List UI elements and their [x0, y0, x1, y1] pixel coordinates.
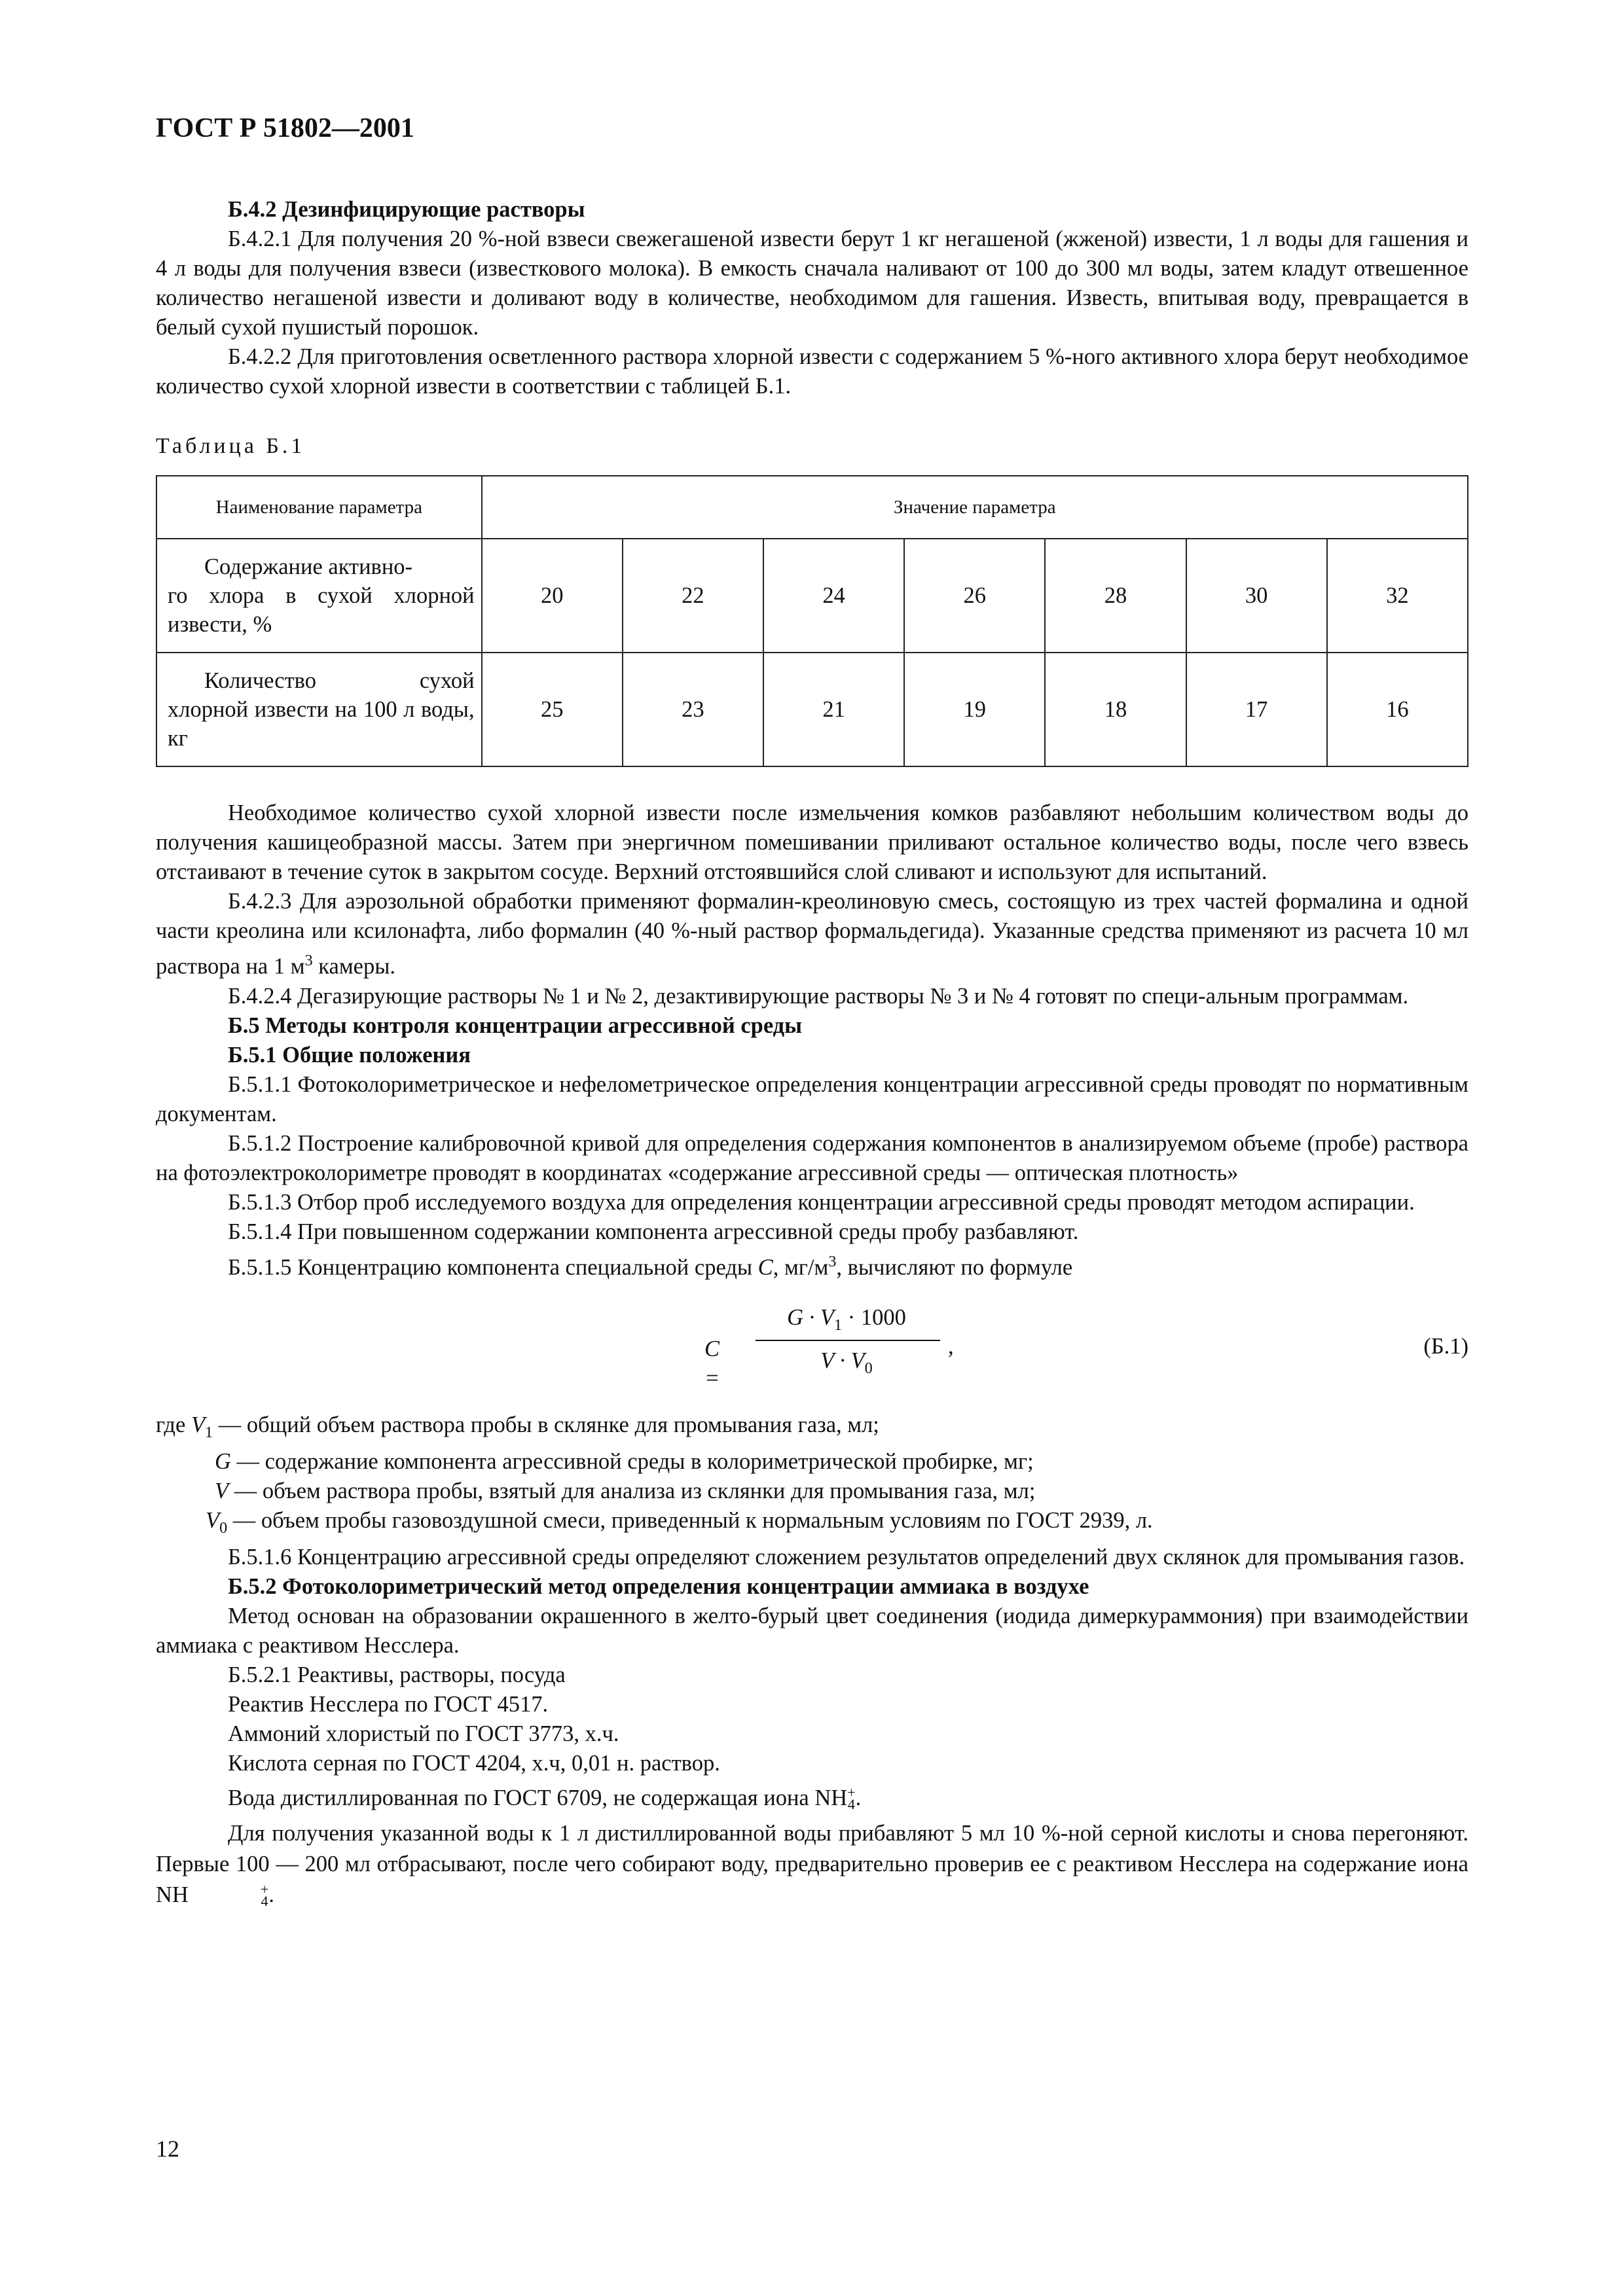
paragraph	[156, 1818, 1468, 1910]
table-cell: 18	[1045, 653, 1186, 766]
row-label	[156, 539, 482, 653]
header-cell-param: Наименование параметра	[156, 476, 482, 539]
paragraph: Б.4.2.4 Дегазирующие растворы № 1 и № 2, дезактивирующие растворы № 3 и № 4 готовят по специ-альным программам.	[228, 983, 1409, 1009]
text-run: .	[855, 1785, 862, 1810]
text-run: — содержание компонента агрессивной среды в колориметрической пробирке, мг;	[230, 1448, 1034, 1474]
paragraph: Метод основан на образовании окрашенного в желто-бурый цвет соединения (иодида димеркураммония) при взаимодействии аммиака с реактивом Несслера.	[156, 1603, 1468, 1658]
text-run: — объем пробы газовоздушной смеси, приведенный к нормальным условиям по ГОСТ 2939, л.	[227, 1507, 1153, 1533]
table-row	[156, 539, 1468, 653]
paragraph: Б.4.2.1 Для получения 20 %-ной взвеси свежегашеной извести берут 1 кг негашеной (жженой) извести, 1 л воды для гашения и 4 л воды для получения взвеси (известкового молока). В емкость сначала наливают от 100 до 300 мл воды, затем кладут отвешенное количество негашеной извести и доливают воду в количестве, необходимом для гашения. Известь, впитывая воду, превращается в белый сухой пушистый порошок.	[156, 226, 1468, 340]
reagent-item: Аммоний хлористый по ГОСТ 3773, х.ч.	[228, 1721, 619, 1746]
equation-number: (Б.1)	[1423, 1334, 1468, 1359]
document-header: ГОСТ Р 51802—2001	[156, 113, 414, 143]
paragraph: Б.5.1.3 Отбор проб исследуемого воздуха для определения концентрации агрессивной среды проводят методом аспирации.	[228, 1189, 1415, 1215]
text-run: Б.4.2.3 Для аэрозольной обработки применяют формалин-креолиновую смесь, состоящую из трех частей формалина и одной части креолина или ксилонафта, либо формалин (40 %-ный раствор формальдегида). Указанные средства применяют из расчета 10 мл раствора на 1 м	[156, 889, 1468, 979]
table-cell: 19	[904, 653, 1045, 766]
subscript: 4	[847, 1795, 855, 1812]
document-body	[156, 195, 1468, 1910]
row-label-line: Содержание активно-	[204, 554, 413, 579]
section-heading: Б.5 Методы контроля концентрации агрессивной среды	[228, 1013, 803, 1038]
paragraph: Необходимое количество сухой хлорной извести после измельчения комков разбавляют небольшим количеством воды до получения кашицеобразной массы. Затем при энергичном помешивании приливают остальное количество воды, после чего взвесь отстаивают в течение суток в закрытом сосуде. Верхний отстоявшийся слой сливают и используют для испытаний.	[156, 800, 1468, 884]
section-heading: Б.5.2 Фотоколориметрический метод определения концентрации аммиака в воздухе	[228, 1573, 1089, 1599]
paragraph: Б.5.1.1 Фотоколориметрическое и нефелометрическое определения концентрации агрессивной среды проводят по нормативным документам.	[156, 1071, 1468, 1126]
row-label-line: Количество сухой	[204, 668, 475, 693]
row-label-line: го хлора в сухой хлорной извести, %	[168, 583, 475, 637]
text-run: .	[268, 1882, 274, 1907]
section-heading: Б.4.2 Дезинфицирующие растворы	[228, 197, 585, 222]
superscript: 3	[828, 1252, 837, 1270]
text-run: Для получения указанной воды к 1 л дистиллированной воды прибавляют 5 мл 10 %-ной серной кислоты и снова перегоняют. Первые 100 — 200 мл отбрасывают, после чего собирают воду, предварительно проверив ее с реактивом Несслера на содержание иона NH	[156, 1820, 1468, 1907]
text-run: , мг/м	[773, 1255, 829, 1280]
formula-comma: ,	[948, 1334, 954, 1359]
symbol: G	[215, 1448, 231, 1474]
symbol: V	[191, 1412, 206, 1437]
table-cell: 28	[1045, 539, 1186, 653]
symbol: V	[215, 1478, 229, 1503]
symbol: V	[206, 1507, 220, 1533]
table-cell: 24	[763, 539, 904, 653]
paragraph: Б.5.2.1 Реактивы, растворы, посуда	[228, 1662, 566, 1687]
text-run: камеры.	[312, 954, 396, 979]
paragraph	[156, 1247, 1468, 1283]
text-run: G · V	[787, 1305, 835, 1330]
table-cell: 32	[1327, 539, 1468, 653]
subscript: 0	[219, 1518, 228, 1537]
data-table	[156, 475, 1468, 767]
page-number: 12	[156, 2136, 179, 2162]
row-label	[156, 653, 482, 766]
table-cell: 30	[1186, 539, 1327, 653]
reagent-item	[228, 1784, 1468, 1813]
variable-definition	[156, 1447, 1468, 1477]
text-run: Вода дистиллированная по ГОСТ 6709, не содержащая иона NH	[228, 1785, 848, 1810]
subscript: 1	[205, 1423, 213, 1441]
table-cell: 16	[1327, 653, 1468, 766]
header-cell-value: Значение параметра	[482, 476, 1468, 539]
subscript: 1	[834, 1316, 843, 1334]
variable-definition	[156, 1410, 1468, 1447]
text-run: Б.5.1.5 Концентрацию компонента специальной среды	[228, 1255, 758, 1280]
table-cell: 20	[482, 539, 623, 653]
variable-definitions	[156, 1410, 1468, 1543]
text-run: V · V	[820, 1348, 865, 1373]
table-cell: 21	[763, 653, 904, 766]
table-cell: 22	[623, 539, 763, 653]
subscript: 0	[864, 1359, 873, 1377]
formula-block	[156, 1299, 1468, 1397]
reagent-item: Кислота серная по ГОСТ 4204, х.ч, 0,01 н. раствор.	[228, 1750, 720, 1776]
paragraph: Б.5.1.6 Концентрацию агрессивной среды определяют сложением результатов определений двух склянок для промывания газов.	[228, 1544, 1465, 1570]
text-run: — объем раствора пробы, взятый для анализа из склянки для промывания газа, мл;	[228, 1478, 1036, 1503]
text-run: где	[156, 1412, 191, 1437]
table-cell: 17	[1186, 653, 1327, 766]
paragraph: Б.5.1.4 При повышенном содержании компонента агрессивной среды пробу разбавляют.	[228, 1219, 1079, 1244]
table-caption: Таблица Б.1	[156, 434, 306, 458]
superscript: +	[260, 1880, 269, 1897]
formula-lhs: C =	[704, 1336, 720, 1391]
text-run: — общий объем раствора пробы в склянке для промывания газа, мл;	[213, 1412, 879, 1437]
fraction-bar	[756, 1340, 940, 1341]
variable: C	[757, 1255, 773, 1280]
table-cell: 26	[904, 539, 1045, 653]
subscript: 4	[261, 1892, 268, 1909]
section-heading: Б.5.1 Общие положения	[228, 1042, 471, 1067]
variable-definition	[156, 1477, 1468, 1506]
formula-numerator	[758, 1303, 935, 1340]
paragraph	[156, 887, 1468, 982]
text-run: · 1000	[842, 1305, 906, 1330]
row-label-line: хлорной извести на 100 л воды, кг	[168, 697, 475, 751]
reagent-item: Реактив Несслера по ГОСТ 4517.	[228, 1691, 549, 1717]
superscript: 3	[304, 952, 313, 969]
paragraph: Б.4.2.2 Для приготовления осветленного раствора хлорной извести с содержанием 5 %-ного активного хлора берут необходимое количество сухой хлорной извести в соответствии с таблицей Б.1.	[156, 344, 1468, 399]
formula-denominator	[758, 1346, 935, 1383]
table-cell: 23	[623, 653, 763, 766]
table-header-row	[156, 476, 1468, 539]
table-cell: 25	[482, 653, 623, 766]
text-run: , вычисляют по формуле	[836, 1255, 1073, 1280]
superscript: +	[847, 1784, 856, 1801]
paragraph: Б.5.1.2 Построение калибровочной кривой для определения содержания компонентов в анализируемом объеме (пробе) раствора на фотоэлектроколориметре проводят в координатах «содержание агрессивной среды — оптическая плотность»	[156, 1130, 1468, 1185]
table-row	[156, 653, 1468, 766]
variable-definition	[156, 1506, 1468, 1543]
